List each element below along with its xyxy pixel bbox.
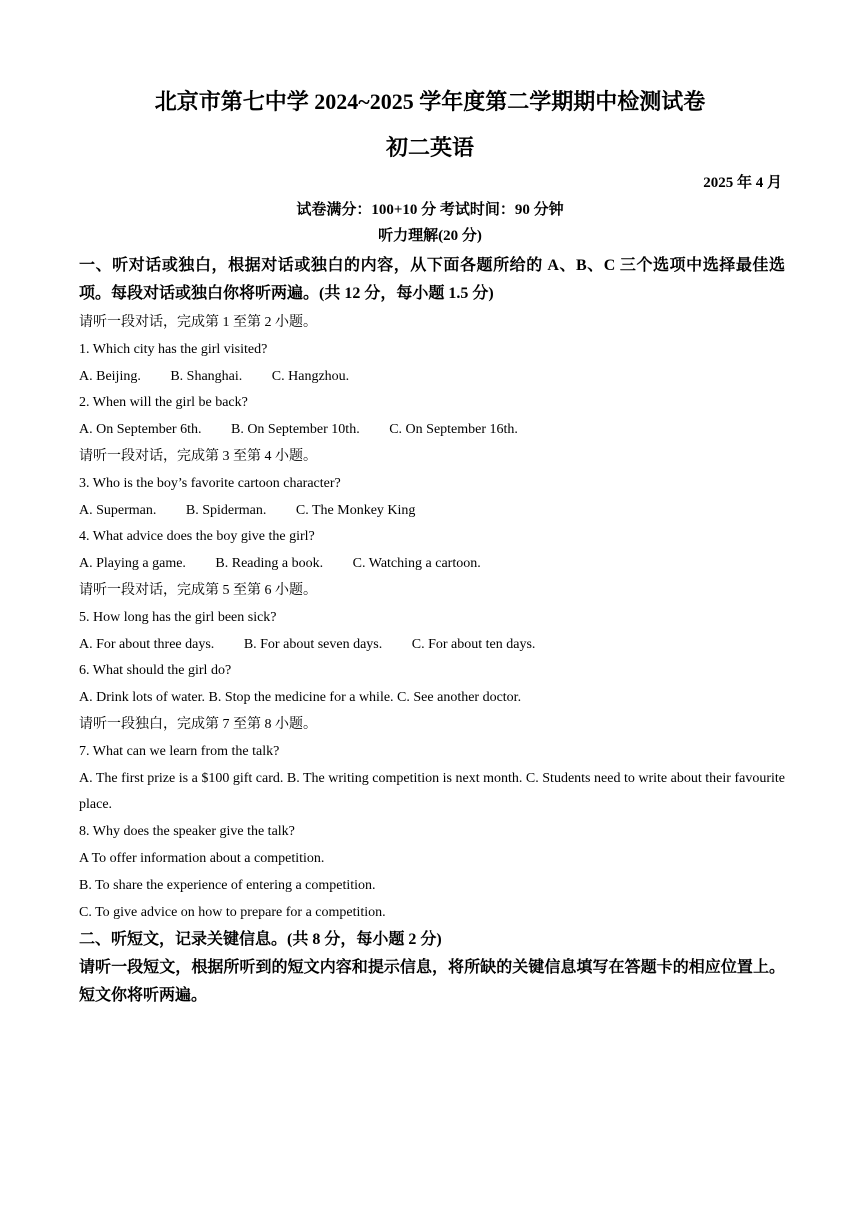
option-4a: A. Playing a game. [79,556,186,572]
question-7: 7. What can we learn from the talk? [79,743,280,759]
question-4: 4. What advice does the boy give the girl? [79,529,315,545]
question-8: 8. Why does the speaker give the talk? [79,824,295,840]
option-5b: B. For about seven days. [243,636,383,652]
options-q3 [79,498,785,525]
options-q5 [79,632,785,659]
instruction-q5-q6: 请听一段对话，完成第 5 至第 6 小题。 [79,582,317,598]
exam-info: 试卷满分：100+10 分 考试时间：90 分钟 [296,202,564,218]
options-q1 [79,364,785,391]
option-3a: A. Superman. [79,502,157,518]
question-5: 5. How long has the girl been sick? [79,609,277,625]
option-3b: B. Spiderman. [185,502,267,518]
question-3: 3. Who is the boy’s favorite cartoon character? [79,475,341,491]
option-2a: A. On September 6th. [79,422,202,438]
option-2c: C. On September 16th. [389,422,518,438]
option-5c: C. For about ten days. [411,636,536,652]
option-4c: C. Watching a cartoon. [352,556,481,572]
option-1b: B. Shanghai. [170,368,243,384]
option-8c: C. To give advice on how to prepare for a competition. [79,904,386,920]
question-6: 6. What should the girl do? [79,663,232,679]
instruction-q7-q8: 请听一段独白，完成第 7 至第 8 小题。 [79,716,317,732]
option-4b: B. Reading a book. [215,556,324,572]
section2-instruction: 请听一段短文，根据所听到的短文内容和提示信息，将所缺的关键信息填写在答题卡的相应位置上。短文你将听两遍。 [79,959,785,1005]
option-5a: A. For about three days. [79,636,215,652]
questions-content [79,252,785,1010]
instruction-q1-q2: 请听一段对话，完成第 1 至第 2 小题。 [79,315,317,330]
option-2b: B. On September 10th. [230,422,360,438]
options-q4 [79,551,785,578]
instruction-q3-q4: 请听一段对话，完成第 3 至第 4 小题。 [79,448,317,464]
part-title: 听力理解(20 分) [378,228,482,244]
option-8b: B. To share the experience of entering a competition. [79,877,376,893]
option-1a: A. Beijing. [79,368,141,384]
option-8a: A To offer information about a competition. [79,850,325,866]
options-q7: A. The first prize is a $100 gift card. B. The writing competition is next month. C. Students need to write about their favourite place. [79,770,785,813]
section2-heading: 二、听短文，记录关键信息。(共 8 分，每小题 2 分) [79,931,442,949]
question-1: 1. Which city has the girl visited? [79,341,268,357]
option-3c: C. The Monkey King [295,502,416,518]
option-1c: C. Hangzhou. [271,368,350,384]
section1-heading: 一、听对话或独白，根据对话或独白的内容，从下面各题所给的 A、B、C 三个选项中选择最佳选项。每段对话或独白你将听两遍。(共 12 分，每小题 1.5 分) [79,257,785,302]
exam-date: 2025 年 4 月 [703,175,782,191]
exam-subtitle: 初二英语 [385,135,474,160]
options-q6: A. Drink lots of water. B. Stop the medicine for a while. C. See another doctor. [79,690,522,706]
options-q2 [79,417,785,444]
question-2: 2. When will the girl be back? [79,395,248,411]
exam-title: 北京市第七中学 2024~2025 学年度第二学期期中检测试卷 [154,89,706,114]
